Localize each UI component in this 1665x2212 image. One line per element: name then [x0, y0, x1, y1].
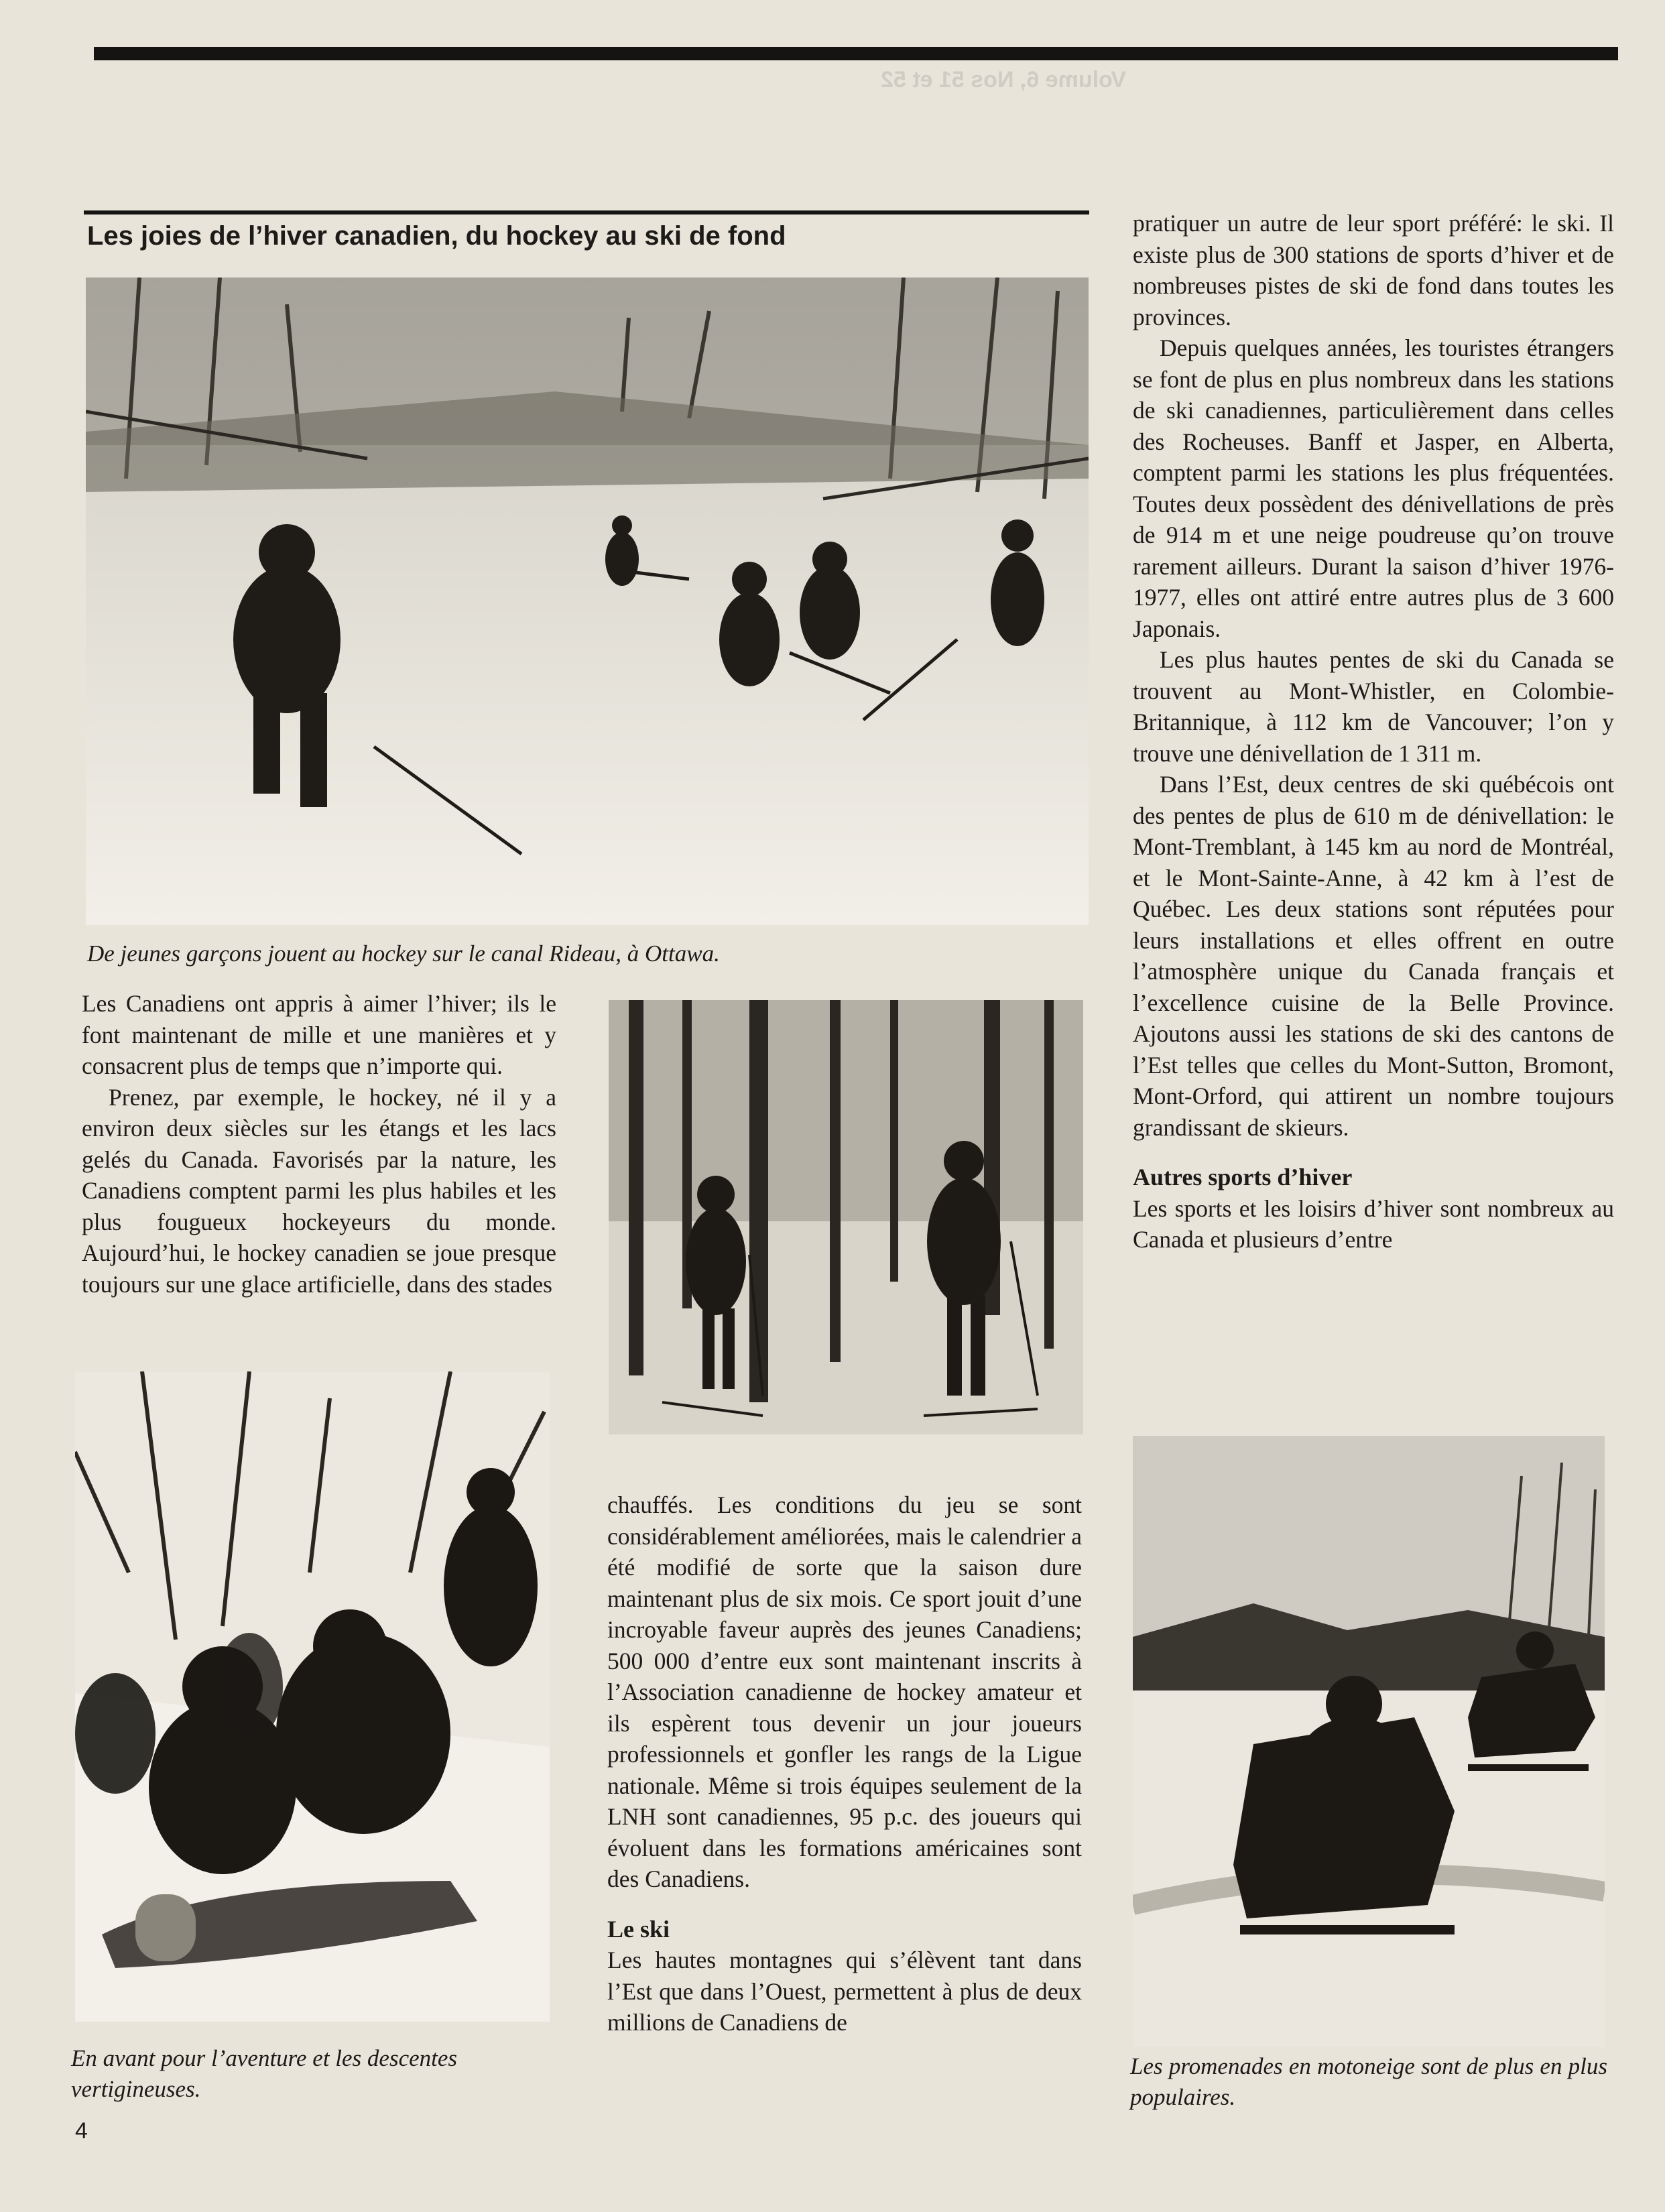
page-number: 4 — [75, 2118, 88, 2144]
toboggan-caption: En avant pour l’aventure et les descentes vertigineuses. — [71, 2045, 458, 2102]
paragraph: Depuis quelques années, les touristes étrangers se font de plus en plus nombreux dans les stations de ski canadiennes, particulièrement dans celles des Rocheuses. Banff et Jasper, en Alberta, comptent parmi les stations les plus fréquentées. Toutes deux possèdent des dénivellations de près de 914 m et une neige poudreuse qu’on trouve rarement ailleurs. Durant la saison d’hiver 1976-1977, elles ont attiré entre autres plus de 3 600 Japonais. — [1133, 334, 1614, 642]
paragraph: Les plus hautes pentes de ski du Canada se trouvent au Mont-Whistler, en Colombie-Britannique, à 112 km de Vancouver; l’on y trouve une dénivellation de 1 311 m. — [1133, 646, 1614, 767]
bleed-through-header: Volume 6, Nos 51 et 52 — [881, 67, 1126, 93]
toboggan-photo — [75, 1371, 550, 2022]
paragraph: chauffés. Les conditions du jeu se sont considérablement améliorées, mais le calendrier a été modifié de sorte que la saison dure maintenant plus de six mois. Ce sport jouit d’une incroyable faveur auprès des jeunes Canadiens; 500 000 d’entre eux sont maintenant inscrits à l’Association canadienne de hockey amateur et ils espèrent tous devenir un jour joueurs professionnels et gonfler les rangs de la Ligue nationale. Même si trois équipes seulement de la LNH sont canadiennes, 95 p.c. des joueurs qui évoluent dans les formations américaines sont des Canadiens. — [607, 1491, 1082, 1892]
hockey-photo — [86, 278, 1089, 925]
column-right — [1133, 208, 1614, 1255]
paragraph: Les hautes montagnes qui s’élèvent tant dans l’Est que dans l’Ouest, permettent à plus de deux millions de Canadiens de — [607, 1947, 1082, 2036]
column-middle — [607, 1489, 1082, 2038]
paragraph: pratiquer un autre de leur sport préféré: le ski. Il existe plus de 300 stations de sports d’hiver et de nombreuses pistes de ski de fond dans toutes les provinces. — [1133, 210, 1614, 330]
headline-rule — [84, 210, 1089, 214]
paragraph: Les Canadiens ont appris à aimer l’hiver; ils le font maintenant de mille et une manières et y consacrent plus de temps que n’importe qui. — [82, 990, 556, 1079]
paragraph: Dans l’Est, deux centres de ski québécois ont des pentes de plus de 610 m de dénivellation: le Mont-Tremblant, à 145 km au nord de Montréal, et le Mont-Sainte-Anne, à 42 km à l’est de Québec. Les deux stations sont réputées pour leurs installations et elles offrent en outre l’atmosphère unique du Canada français et l’excellence cuisine de la Belle Province. Ajoutons aussi les stations de ski des cantons de l’Est telles que celles du Mont-Sutton, Bromont, Mont-Orford, qui attirent un nombre toujours grandissant de skieurs. — [1133, 771, 1614, 1141]
top-rule — [94, 47, 1618, 60]
hockey-caption: De jeunes garçons jouent au hockey sur le canal Rideau, à Ottawa. — [87, 940, 720, 967]
skiers-photo — [609, 1000, 1083, 1434]
paragraph: Les sports et les loisirs d’hiver sont nombreux au Canada et plusieurs d’entre — [1133, 1194, 1614, 1253]
snowmobile-caption: Les promenades en motoneige sont de plus en plus populaires. — [1130, 2053, 1607, 2110]
section-heading: Autres sports d’hiver — [1133, 1164, 1353, 1190]
paragraph: Prenez, par exemple, le hockey, né il y a environ deux siècles sur les étangs et les lacs gelés du Canada. Favorisés par la nature, les Canadiens comptent parmi les plus habiles et les plus fougueux hockeyeurs du monde. Aujourd’hui, le hockey canadien se joue presque toujours sur une glace artificielle, dans des stades — [82, 1083, 556, 1298]
headline: Les joies de l’hiver canadien, du hockey au ski de fond — [87, 221, 786, 251]
section-heading: Le ski — [607, 1915, 670, 1943]
column-left — [82, 988, 556, 1300]
snowmobile-photo — [1133, 1436, 1605, 2047]
